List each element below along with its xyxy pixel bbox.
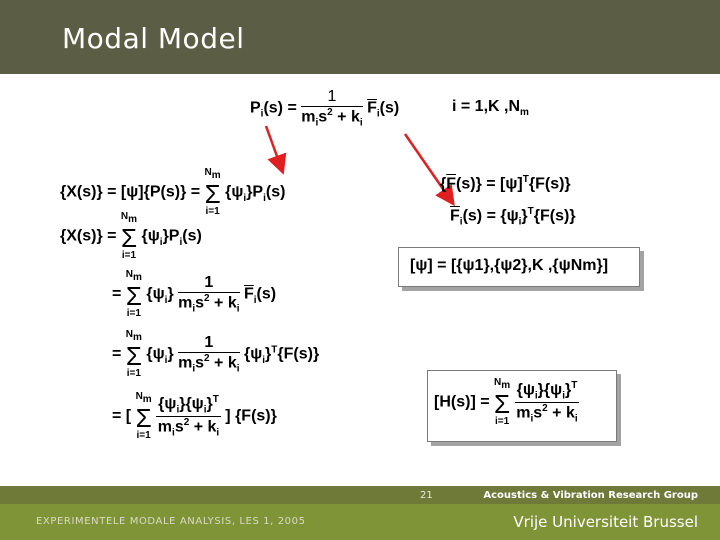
h-matrix: [H(s)] = $N_m$ Σ i=1 $\frac{\{\psi_i\}\{\psi_i\}^T}{m_is^2 + k_i}$ [434, 377, 578, 427]
pi-definition: $P_i(s)$ = $\frac{1}{m_is^2 + k_i}$ $\overline{F}_i(s)$ [250, 88, 400, 129]
x-equation-1: {X(s)} = [ψ]{P(s)} = $N_m$ Σ i=1 $\{\psi_i\}P_i(s)$ [60, 167, 286, 217]
x-equation-3: = $N_m$ Σ i=1 $\{\psi_i\}$ $\frac{1}{m_is^2 + k_i}$ $\overline{F}_i(s)$ [112, 269, 277, 319]
x-equation-5: = [ $N_m$ Σ i=1 $\frac{\{\psi_i\}\{\psi_i\}^T}{m_is^2 + k_i}$ ] {F(s)} [112, 391, 277, 441]
x-equation-4: = $N_m$ Σ i=1 $\{\psi_i\}$ $\frac{1}{m_is^2 + k_i}$ $\{\psi_i\}^T\{F(s)\}$ [112, 329, 320, 379]
f-bar-equation-2: $\overline{F}_i(s) = \{\psi_i\}^T\{F(s)\}$ [450, 206, 576, 228]
university-label: Vrije Universiteit Brussel [513, 513, 698, 531]
course-label: EXPERIMENTELE MODALE ANALYSIS, LES 1, 2005 [36, 516, 306, 527]
x-equation-2: {X(s)} = $N_m$ Σ i=1 $\{\psi_i\}P_i(s)$ [60, 211, 202, 261]
research-group-label: Acoustics & Vibration Research Group [483, 490, 698, 501]
index-range: i = 1,K $,N_m$ [452, 98, 529, 119]
arrow-to-pi [266, 126, 282, 170]
f-bar-equation-1: $\{\overline{F}(s)\} = [\psi]^T\{F(s)\}$ [440, 174, 571, 193]
slide-number: 21 [420, 490, 433, 501]
psi-matrix: [ψ] = [{ψ1},{ψ2},K ,{ψNm}] [410, 257, 609, 274]
slide-title: Modal Model [62, 22, 245, 55]
